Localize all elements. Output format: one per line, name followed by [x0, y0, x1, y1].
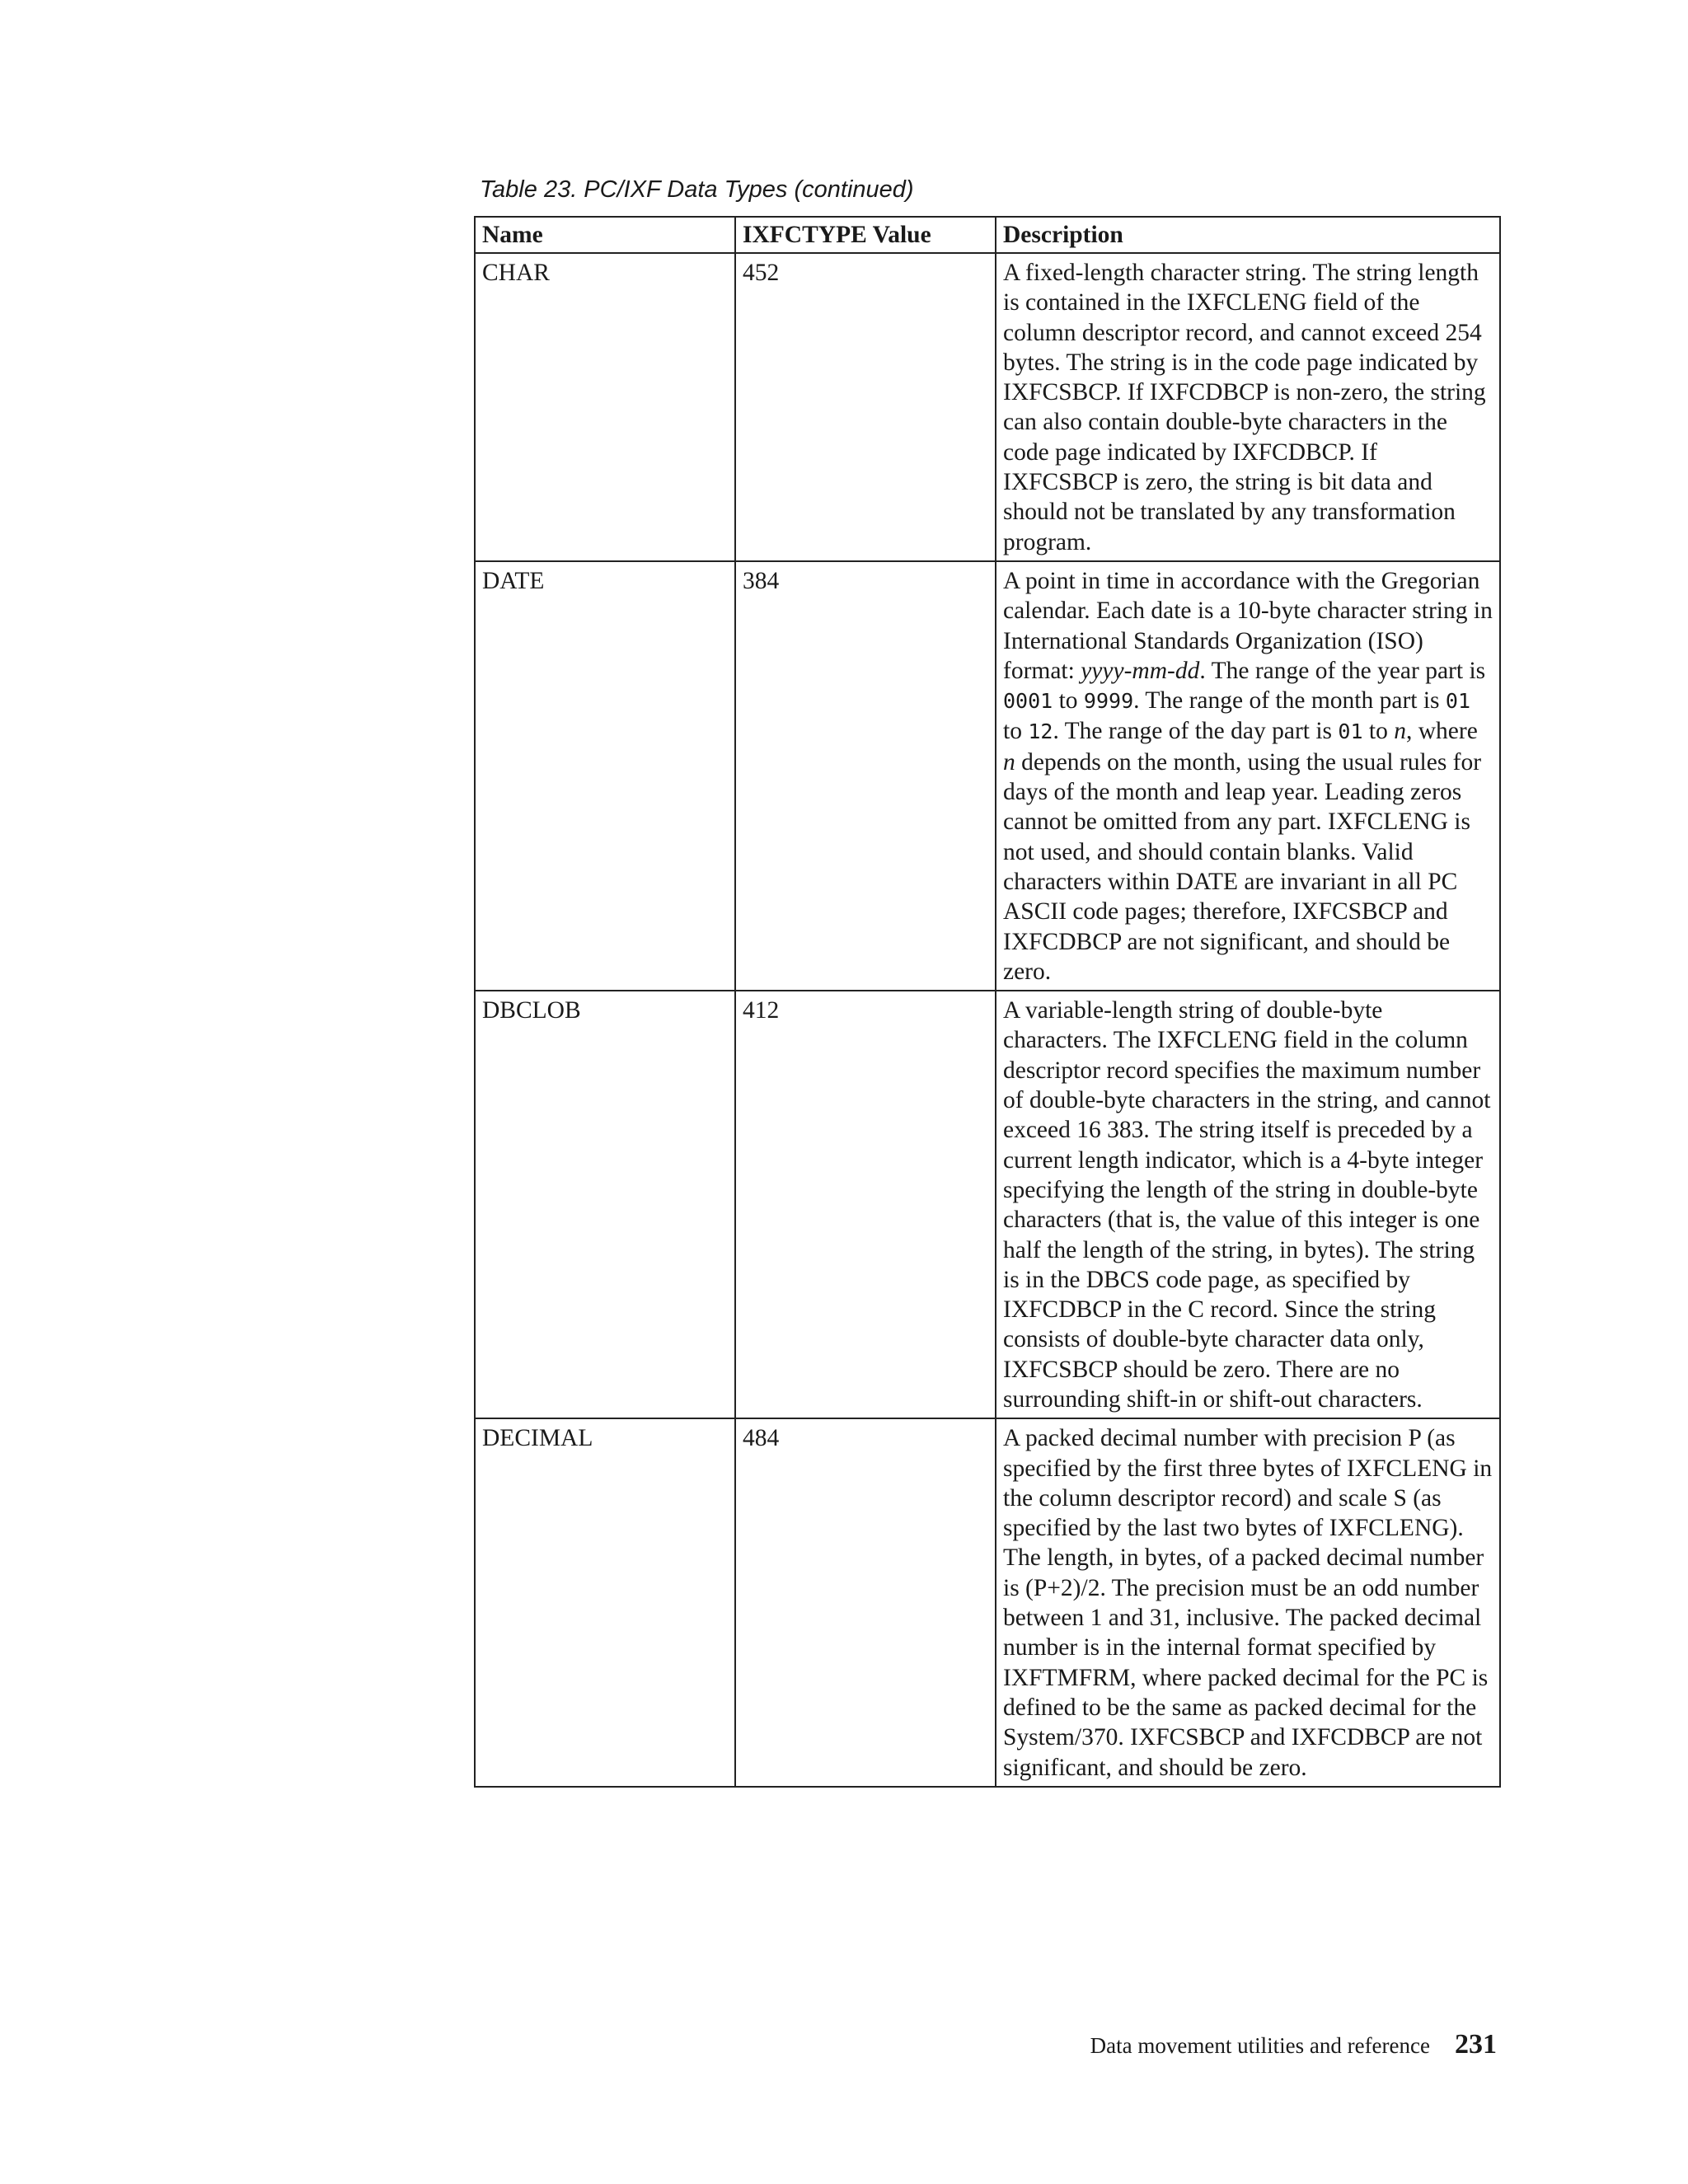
cell-name: DATE: [475, 561, 735, 991]
italic-term: n: [1003, 748, 1015, 776]
cell-value: 452: [735, 253, 996, 561]
page-footer: [1090, 2029, 1497, 2060]
code-literal: 12: [1028, 719, 1053, 744]
code-literal: 01: [1445, 689, 1471, 714]
code-literal: 0001: [1003, 689, 1053, 714]
cell-value: 412: [735, 991, 996, 1418]
column-header-value: IXFCTYPE Value: [735, 217, 996, 253]
cell-description: A fixed-length character string. The string length is contained in the IXFCLENG field of the column descriptor record, and cannot exceed 254 bytes. The string is in the code page indicated by IXFCSBCP. If IXFCDBCP is non-zero, the string can also contain double-byte characters in the code page indicated by IXFCDBCP. If IXFCSBCP is zero, the string is bit data and should not be translated by any transformation program.: [996, 253, 1500, 561]
table-row: [475, 991, 1500, 1418]
table-header-row: [475, 217, 1500, 253]
cell-name: CHAR: [475, 253, 735, 561]
cell-description: A point in time in accordance with the Gregorian calendar. Each date is a 10-byte character string in International Standards Organization (ISO) format: yyyy-mm-dd. The range of the year part is 0001 to 9999. The range of the month part is 01 to 12. The range of the day part is 01 to n, where n depends on the month, using the usual rules for days of the month and leap year. Leading zeros cannot be omitted from any part. IXFCLENG is not used, and should contain blanks. Valid characters within DATE are invariant in all PC ASCII code pages; therefore, IXFCSBCP and IXFCDBCP are not significant, and should be zero.: [996, 561, 1500, 991]
code-literal: 01: [1338, 719, 1363, 744]
cell-description: A variable-length string of double-byte characters. The IXFCLENG field in the column descriptor record specifies the maximum number of double-byte characters in the string, and cannot exceed 16 383. The string itself is preceded by a current length indicator, which is a 4-byte integer specifying the length of the string in double-byte characters (that is, the value of this integer is one half the length of the string, in bytes). The string is in the DBCS code page, as specified by IXFCDBCP in the C record. Since the string consists of double-byte character data only, IXFCSBCP should be zero. There are no surrounding shift-in or shift-out characters.: [996, 991, 1500, 1418]
table-row: [475, 1418, 1500, 1787]
footer-text: Data movement utilities and reference: [1090, 2033, 1430, 2058]
table-row: [475, 561, 1500, 991]
cell-value: 484: [735, 1418, 996, 1787]
italic-term: n: [1394, 718, 1406, 745]
cell-name: DBCLOB: [475, 991, 735, 1418]
cell-description: A packed decimal number with precision P (as specified by the first three bytes of IXFCLENG in the column descriptor record) and scale S (as specified by the last two bytes of IXFCLENG). The length, in bytes, of a packed decimal number is (P+2)/2. The precision must be an odd number between 1 and 31, inclusive. The packed decimal number is in the internal format specified by IXFTMFRM, where packed decimal for the PC is defined to be the same as packed decimal for the System/370. IXFCSBCP and IXFCDBCP are not significant, and should be zero.: [996, 1418, 1500, 1787]
cell-value: 384: [735, 561, 996, 991]
data-types-table: [474, 216, 1501, 1788]
cell-name: DECIMAL: [475, 1418, 735, 1787]
italic-term: yyyy-mm-dd: [1081, 657, 1200, 684]
column-header-name: Name: [475, 217, 735, 253]
code-literal: 9999: [1083, 689, 1134, 714]
page-number: 231: [1455, 2029, 1497, 2060]
column-header-description: Description: [996, 217, 1500, 253]
table-row: [475, 253, 1500, 561]
table-caption: Table 23. PC/IXF Data Types (continued): [480, 176, 914, 203]
